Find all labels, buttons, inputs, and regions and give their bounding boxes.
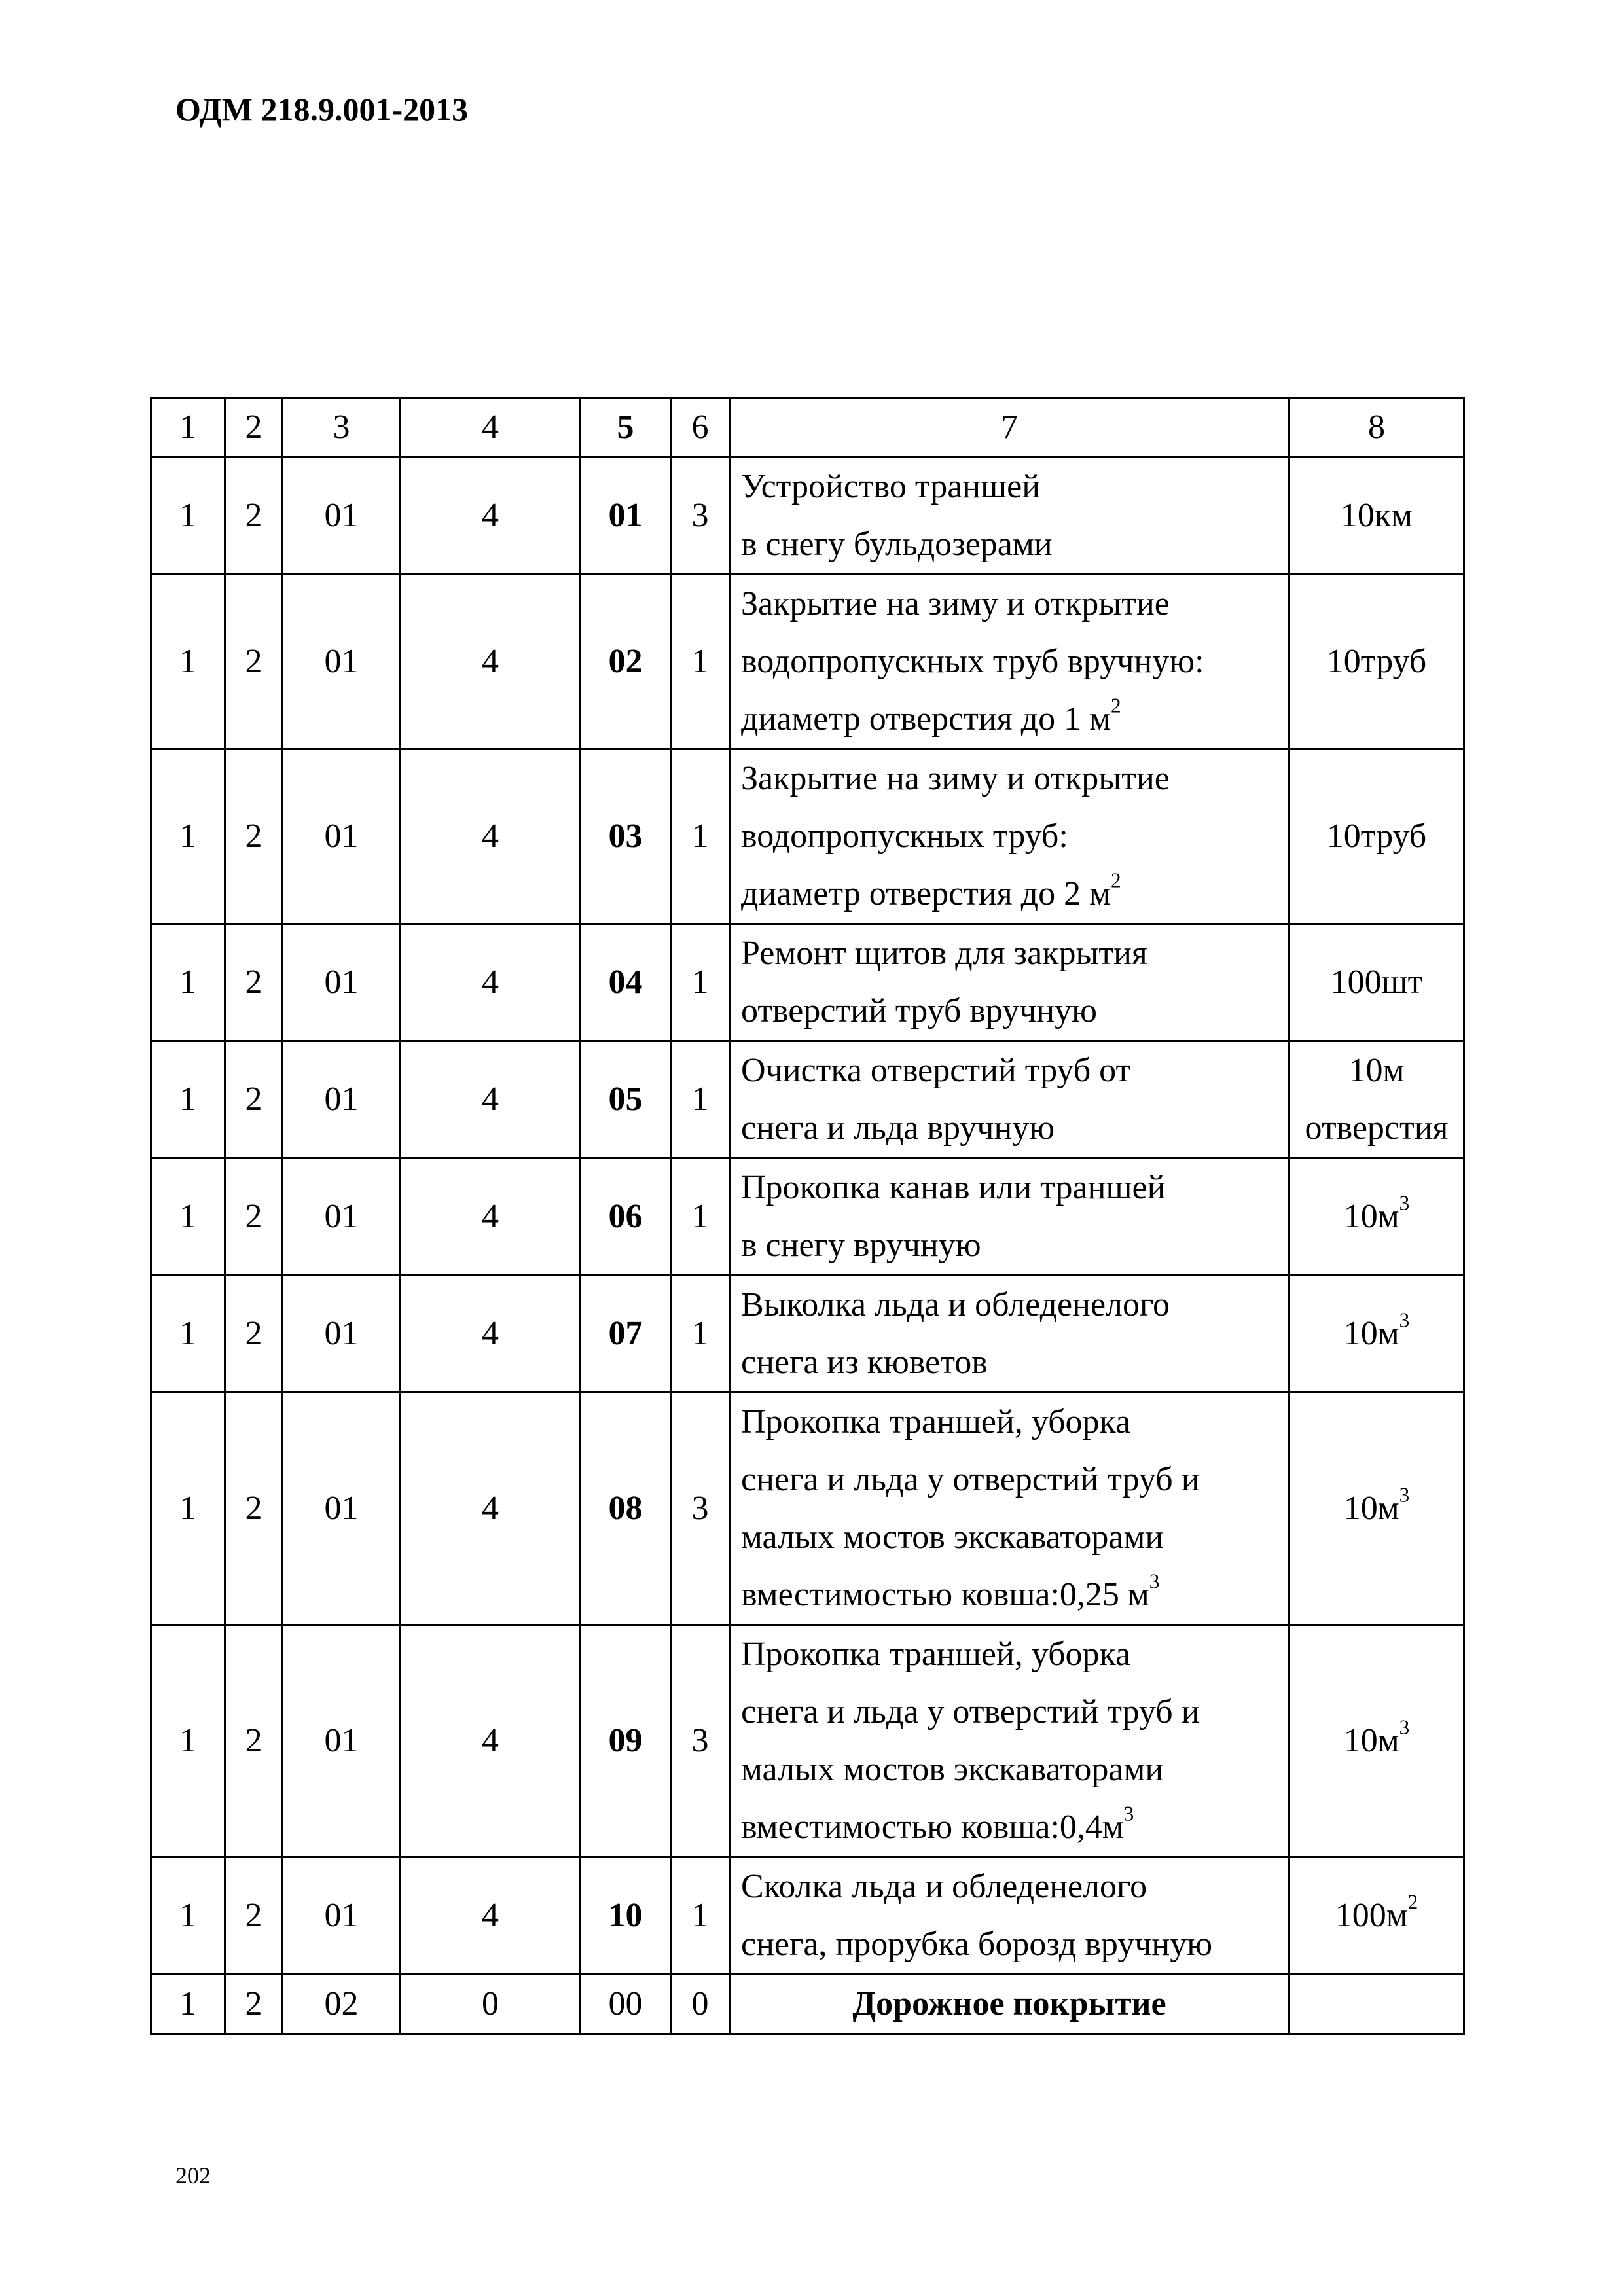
code-cell-5: 09 — [581, 1625, 671, 1857]
unit-text: 10труб — [1326, 817, 1427, 855]
work-name-line — [741, 516, 1284, 573]
work-name-text: Устройство траншей — [741, 468, 1041, 505]
code-cell-3: 01 — [283, 1158, 401, 1276]
work-name-text: снега, прорубка борозд вручную — [741, 1926, 1213, 1963]
name-superscript: 3 — [1149, 1570, 1160, 1593]
code-cell-5: 10 — [581, 1857, 671, 1975]
unit-text: 100м — [1335, 1897, 1408, 1934]
work-name-line — [741, 1217, 1284, 1274]
unit-cell — [1290, 1393, 1464, 1625]
work-name-text: малых мостов экскаваторами — [741, 1751, 1164, 1788]
code-cell-1: 1 — [151, 1975, 225, 2034]
work-name-text: снега и льда у отверстий труб и — [741, 1461, 1200, 1498]
code-cell-2: 2 — [225, 1975, 283, 2034]
work-name-text: диаметр отверстия до 1 м — [741, 700, 1111, 738]
unit-line — [1290, 1188, 1463, 1246]
work-name-text: Прокопка траншей, уборка — [741, 1403, 1131, 1441]
work-name-line — [741, 458, 1284, 516]
section-title-cell — [730, 1975, 1290, 2034]
work-name-line — [741, 1566, 1284, 1624]
unit-line — [1290, 1480, 1463, 1537]
page-number: 202 — [175, 2162, 211, 2189]
code-cell-3: 01 — [283, 457, 401, 575]
code-cell-4: 4 — [401, 1041, 581, 1158]
code-cell-1: 1 — [151, 924, 225, 1041]
code-cell-5: 04 — [581, 924, 671, 1041]
table-row — [151, 457, 1464, 575]
unit-superscript: 3 — [1399, 1308, 1410, 1332]
unit-line — [1290, 1042, 1463, 1100]
code-cell-6: 3 — [671, 457, 730, 575]
code-cell-5: 05 — [581, 1041, 671, 1158]
code-cell-3: 01 — [283, 1276, 401, 1393]
work-name-line — [741, 1509, 1284, 1566]
code-cell-2: 2 — [225, 1857, 283, 1975]
code-cell-6: 3 — [671, 1625, 730, 1857]
code-cell-1: 1 — [151, 1158, 225, 1276]
work-name-cell — [730, 1276, 1290, 1393]
work-name-line — [741, 1042, 1284, 1100]
work-name-text: водопропускных труб: — [741, 817, 1068, 855]
work-name-line — [741, 1393, 1284, 1451]
header-cell: 4 — [401, 398, 581, 457]
code-cell-2: 2 — [225, 1041, 283, 1158]
work-name-line — [741, 865, 1284, 923]
name-superscript: 3 — [1123, 1802, 1134, 1825]
code-cell-6: 0 — [671, 1975, 730, 2034]
work-name-cell — [730, 749, 1290, 924]
work-name-text: Прокопка канав или траншей — [741, 1169, 1166, 1206]
work-name-line — [741, 808, 1284, 865]
work-name-text: малых мостов экскаваторами — [741, 1518, 1164, 1556]
code-cell-4: 4 — [401, 1393, 581, 1625]
code-cell-4: 4 — [401, 457, 581, 575]
table-row — [151, 1857, 1464, 1975]
unit-cell — [1290, 1276, 1464, 1393]
code-cell-6: 1 — [671, 924, 730, 1041]
code-cell-2: 2 — [225, 749, 283, 924]
unit-text: 10м — [1343, 1490, 1399, 1527]
work-name-text: снега из кюветов — [741, 1344, 988, 1381]
unit-cell — [1290, 1857, 1464, 1975]
code-cell-5: 06 — [581, 1158, 671, 1276]
unit-cell — [1290, 1975, 1464, 2034]
work-name-text: диаметр отверстия до 2 м — [741, 875, 1111, 912]
code-cell-1: 1 — [151, 1393, 225, 1625]
work-name-cell — [730, 1393, 1290, 1625]
code-cell-2: 2 — [225, 1158, 283, 1276]
unit-line — [1290, 1712, 1463, 1770]
work-name-text: Выколка льда и обледенелого — [741, 1286, 1170, 1323]
code-cell-3: 01 — [283, 1857, 401, 1975]
work-name-text: в снегу бульдозерами — [741, 526, 1053, 563]
header-cell: 6 — [671, 398, 730, 457]
work-name-line — [741, 925, 1284, 982]
header-cell: 2 — [225, 398, 283, 457]
work-name-text: Очистка отверстий труб от — [741, 1052, 1131, 1089]
unit-cell — [1290, 575, 1464, 749]
code-cell-5: 03 — [581, 749, 671, 924]
code-cell-5: 00 — [581, 1975, 671, 2034]
work-name-line — [741, 1100, 1284, 1157]
unit-cell — [1290, 1041, 1464, 1158]
unit-cell — [1290, 1158, 1464, 1276]
name-superscript: 2 — [1111, 869, 1121, 892]
table-row — [151, 1158, 1464, 1276]
unit-line — [1290, 1305, 1463, 1363]
header-cell: 5 — [581, 398, 671, 457]
work-name-text: отверстий труб вручную — [741, 992, 1097, 1030]
unit-line — [1290, 1887, 1463, 1945]
table-body — [151, 398, 1464, 2034]
unit-superscript: 3 — [1399, 1715, 1410, 1739]
unit-cell — [1290, 924, 1464, 1041]
code-cell-1: 1 — [151, 1276, 225, 1393]
unit-superscript: 3 — [1399, 1483, 1410, 1507]
work-name-text: вместимостью ковша:0,4м — [741, 1808, 1124, 1846]
unit-cell — [1290, 749, 1464, 924]
code-cell-4: 4 — [401, 924, 581, 1041]
code-cell-4: 4 — [401, 1276, 581, 1393]
unit-text: 10м — [1343, 1198, 1399, 1235]
code-cell-2: 2 — [225, 1625, 283, 1857]
work-name-text: Прокопка траншей, уборка — [741, 1636, 1131, 1673]
table-row — [151, 924, 1464, 1041]
code-cell-2: 2 — [225, 575, 283, 749]
work-name-cell — [730, 1625, 1290, 1857]
unit-text: 10м — [1343, 1722, 1399, 1759]
code-cell-5: 01 — [581, 457, 671, 575]
work-name-cell — [730, 1857, 1290, 1975]
code-cell-6: 1 — [671, 1276, 730, 1393]
code-cell-3: 02 — [283, 1975, 401, 2034]
header-cell: 8 — [1290, 398, 1464, 457]
code-cell-5: 07 — [581, 1276, 671, 1393]
work-name-text: водопропускных труб вручную: — [741, 643, 1204, 680]
code-cell-5: 08 — [581, 1393, 671, 1625]
code-cell-4: 4 — [401, 1625, 581, 1857]
unit-superscript: 3 — [1399, 1191, 1410, 1215]
work-name-line — [741, 1741, 1284, 1799]
code-cell-1: 1 — [151, 1857, 225, 1975]
code-cell-3: 01 — [283, 1041, 401, 1158]
work-name-cell — [730, 575, 1290, 749]
work-codes-table — [150, 397, 1465, 2035]
code-cell-4: 0 — [401, 1975, 581, 2034]
table-row — [151, 1975, 1464, 2034]
work-name-line — [741, 1799, 1284, 1856]
table-row — [151, 749, 1464, 924]
unit-line — [1290, 954, 1463, 1011]
work-name-line — [741, 1451, 1284, 1509]
code-cell-1: 1 — [151, 1041, 225, 1158]
unit-line: отверстия — [1305, 1109, 1449, 1147]
header-cell: 7 — [730, 398, 1290, 457]
name-superscript: 2 — [1111, 694, 1121, 717]
code-cell-3: 01 — [283, 749, 401, 924]
code-cell-2: 2 — [225, 1276, 283, 1393]
code-cell-2: 2 — [225, 924, 283, 1041]
code-cell-1: 1 — [151, 1625, 225, 1857]
code-cell-3: 01 — [283, 1625, 401, 1857]
unit-cell — [1290, 457, 1464, 575]
work-name-text: в снегу вручную — [741, 1227, 981, 1264]
unit-line — [1290, 487, 1463, 545]
code-cell-6: 1 — [671, 575, 730, 749]
code-cell-2: 2 — [225, 457, 283, 575]
work-name-text: Закрытие на зиму и открытие — [741, 585, 1170, 622]
work-name-text: снега и льда у отверстий труб и — [741, 1693, 1200, 1731]
code-cell-4: 4 — [401, 575, 581, 749]
work-name-cell — [730, 1041, 1290, 1158]
work-name-line — [741, 1683, 1284, 1741]
work-name-cell — [730, 457, 1290, 575]
work-name-line — [741, 1276, 1284, 1334]
table-row — [151, 1393, 1464, 1625]
work-name-line — [731, 1975, 1288, 2033]
code-cell-1: 1 — [151, 749, 225, 924]
code-cell-4: 4 — [401, 749, 581, 924]
unit-text: 10м — [1348, 1052, 1405, 1089]
code-cell-6: 1 — [671, 1041, 730, 1158]
work-name-line — [741, 1626, 1284, 1683]
work-name-text: Закрытие на зиму и открытие — [741, 760, 1170, 797]
work-name-text: снега и льда вручную — [741, 1109, 1055, 1147]
work-name-line — [741, 1858, 1284, 1916]
code-cell-1: 1 — [151, 457, 225, 575]
code-cell-3: 01 — [283, 575, 401, 749]
work-name-text: Дорожное покрытие — [852, 1985, 1166, 2022]
header-row — [151, 398, 1464, 457]
header-cell: 3 — [283, 398, 401, 457]
work-name-line — [741, 633, 1284, 691]
work-name-line — [741, 750, 1284, 808]
work-name-line — [741, 575, 1284, 633]
work-name-text: Сколка льда и обледенелого — [741, 1868, 1147, 1905]
code-cell-3: 01 — [283, 1393, 401, 1625]
table-row — [151, 575, 1464, 749]
work-name-line — [741, 1334, 1284, 1391]
code-cell-6: 1 — [671, 749, 730, 924]
unit-superscript: 2 — [1407, 1890, 1418, 1914]
code-cell-3: 01 — [283, 924, 401, 1041]
unit-text: 100шт — [1330, 963, 1423, 1001]
work-name-line — [741, 691, 1284, 748]
code-cell-6: 3 — [671, 1393, 730, 1625]
unit-cell — [1290, 1625, 1464, 1857]
work-name-cell — [730, 924, 1290, 1041]
code-cell-4: 4 — [401, 1857, 581, 1975]
table-row — [151, 1041, 1464, 1158]
code-cell-2: 2 — [225, 1393, 283, 1625]
table-row — [151, 1276, 1464, 1393]
unit-line — [1290, 633, 1463, 691]
work-name-text: Ремонт щитов для закрытия — [741, 935, 1147, 972]
work-name-line — [741, 1916, 1284, 1973]
work-name-line — [741, 1159, 1284, 1217]
code-cell-5: 02 — [581, 575, 671, 749]
unit-text: 10м — [1343, 1315, 1399, 1352]
code-cell-6: 1 — [671, 1857, 730, 1975]
work-name-line — [741, 982, 1284, 1040]
code-cell-6: 1 — [671, 1158, 730, 1276]
document-code: ОДМ 218.9.001-2013 — [175, 91, 469, 128]
code-cell-1: 1 — [151, 575, 225, 749]
unit-text: 10км — [1340, 497, 1413, 534]
header-cell: 1 — [151, 398, 225, 457]
unit-line — [1290, 808, 1463, 865]
work-name-cell — [730, 1158, 1290, 1276]
work-name-text: вместимостью ковша:0,25 м — [741, 1576, 1149, 1613]
code-cell-4: 4 — [401, 1158, 581, 1276]
unit-text: 10труб — [1326, 643, 1427, 680]
table-row — [151, 1625, 1464, 1857]
